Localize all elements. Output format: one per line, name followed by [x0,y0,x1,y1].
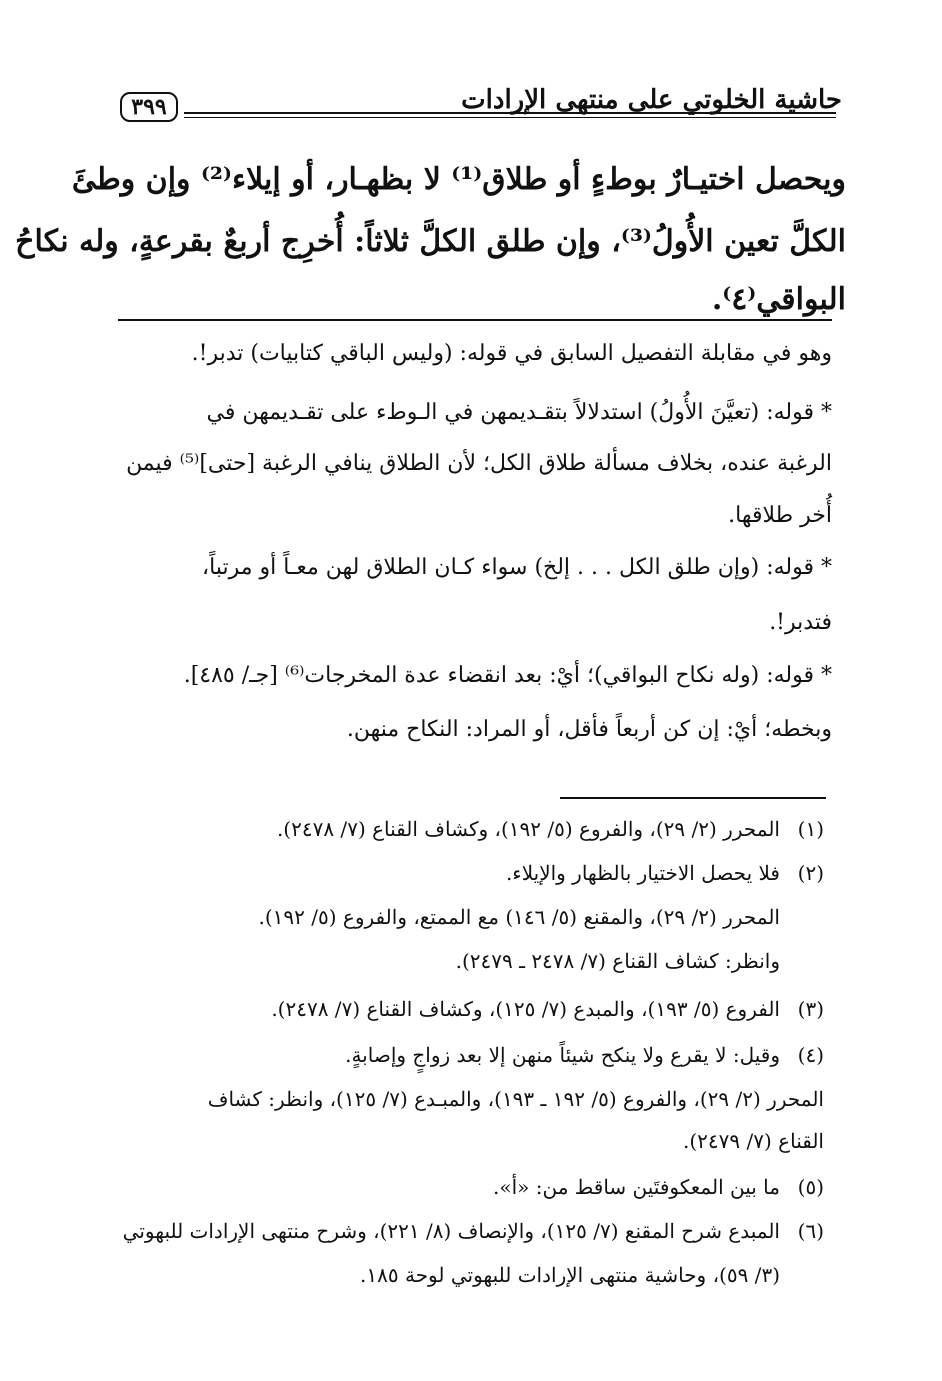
footnote-number: (٢) [797,861,824,885]
sharh-line-8: وبخطه؛ أيْ: إن كن أربعاً فأقل، أو المراد: النكاح منهن. [346,717,832,742]
footnote-text: الفروع (٥/ ١٩٣)، والمبدع (٧/ ١٢٥)، وكشاف القناع (٧/ ٢٤٧٨). [271,997,780,1021]
footnote-number: (١) [797,817,824,841]
footnote-text: وانظر: كشاف القناع (٧/ ٢٤٧٨ ـ ٢٤٧٩). [455,949,780,973]
footnote-text: وقيل: لا يقرع ولا ينكح شيئاً منهن إلا بعد زواجٍ وإصابةٍ. [345,1043,780,1067]
matn-line-1: ويحصل اختيـارٌ بوطءٍ أو طلاق⁽¹⁾ لا بظهـار، أو إيلاء⁽²⁾ وإن وطئَ [71,162,846,197]
running-header-title: حاشية الخلوتي على منتهى الإرادات [461,85,842,115]
footnote-separator-rule [560,797,826,799]
footnote-text: فلا يحصل الاختيار بالظهار والإيلاء. [505,861,780,885]
footnote-number: (٤) [797,1043,824,1067]
sharh-line-3: الرغبة عنده، بخلاف مسألة طلاق الكل؛ لأن الطلاق ينافي الرغبة [حتى]⁽⁵⁾ فيمن [126,451,832,476]
footnote-number: (٦) [797,1219,824,1243]
footnote-text: المحرر (٢/ ٢٩)، والمقنع (٥/ ١٤٦) مع الممتع، والفروع (٥/ ١٩٢). [258,905,780,929]
footnote-text: المحرر (٢/ ٢٩)، والفروع (٥/ ١٩٢)، وكشاف القناع (٧/ ٢٤٧٨). [276,817,780,841]
sharh-line-4: أُخر طلاقها. [728,503,832,528]
footnote-number: (٥) [797,1175,824,1199]
sharh-line-7: * قوله: (وله نكاح البواقي)؛ أيْ: بعد انقضاء عدة المخرجات⁽⁶⁾ [جـ/ ٤٨٥]. [183,663,832,688]
sharh-line-1: وهو في مقابلة التفصيل السابق في قوله: (وليس الباقي كتابيات) تدبر!. [191,341,832,366]
sharh-line-5: * قوله: (وإن طلق الكل . . . إلخ) سواء كـان الطلاق لهن معـاً أو مرتباً، [202,555,832,580]
footnote-text: المحرر (٢/ ٢٩)، والفروع (٥/ ١٩٢ ـ ١٩٣)، والمبـدع (٧/ ١٢٥)، وانظر: كشاف [207,1087,824,1111]
header-rule [184,112,836,118]
sharh-line-2: * قوله: (تعيَّنَ الأُولُ) استدلالاً بتقـديمهن في الـوطء على تقـديمهن في [206,400,832,425]
page-number: ٣٩٩ [120,92,178,122]
footnote-text: (٣/ ٥٩)، وحاشية منتهى الإرادات للبهوتي لوحة ١٨٥. [360,1263,780,1287]
footnote-text: القناع (٧/ ٢٤٧٩). [683,1129,824,1153]
footnote-number: (٣) [797,997,824,1021]
matn-separator-rule [118,319,832,321]
footnote-text: ما بين المعكوفتَين ساقط من: «أ». [493,1175,780,1199]
matn-line-2: الكلَّ تعين الأُولُ⁽³⁾، وإن طلق الكلَّ ثلاثاً: أُخرِج أربعٌ بقرعةٍ، وله نكاحُ [15,224,846,259]
sharh-line-6: فتدبر!. [769,610,832,635]
matn-line-3: البواقي⁽٤⁾. [711,282,846,317]
footnote-text: المبدع شرح المقنع (٧/ ١٢٥)، والإنصاف (٨/ ٢٢١)، وشرح منتهى الإرادات للبهوتي [122,1219,780,1243]
